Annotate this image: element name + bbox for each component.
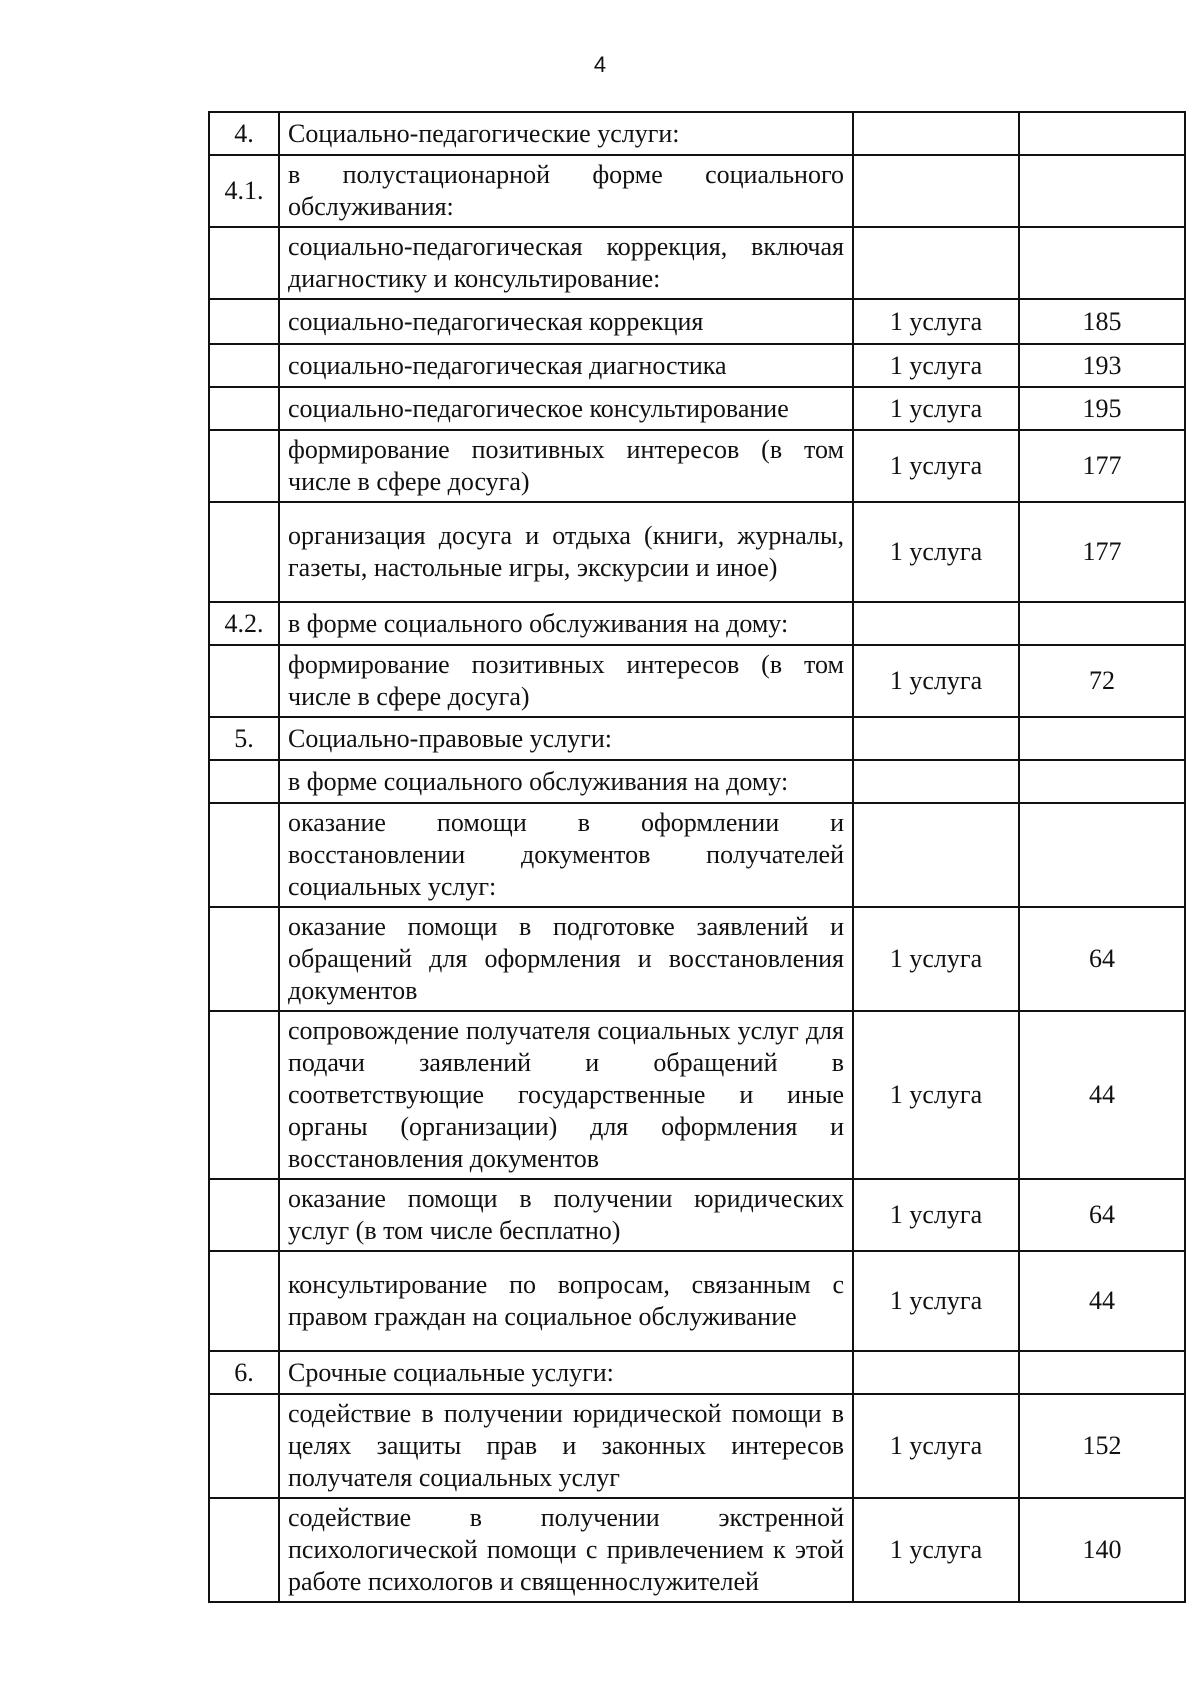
service-unit: 1 услуга [853,1251,1019,1351]
service-name: содействие в получении экстренной психологической помощи с привлечением к этой работе психологов и священнослужителей [279,1498,853,1602]
service-price [1019,717,1185,760]
service-price: 64 [1019,907,1185,1011]
table-row [209,1179,1185,1251]
service-name: социально-педагогическая диагностика [279,344,853,387]
row-number [209,227,279,299]
row-number [209,1251,279,1351]
service-price: 72 [1019,645,1185,717]
service-name: оказание помощи в получении юридических услуг (в том числе бесплатно) [279,1179,853,1251]
row-number [209,344,279,387]
table-row [209,645,1185,717]
service-name: социально-педагогическая коррекция [279,299,853,344]
service-name: Социально-правовые услуги: [279,717,853,760]
row-number [209,299,279,344]
table-row [209,112,1185,155]
row-number [209,502,279,602]
row-number [209,430,279,502]
row-number: 5. [209,717,279,760]
service-price: 193 [1019,344,1185,387]
table-row [209,717,1185,760]
service-price [1019,602,1185,645]
service-name: сопровождение получателя социальных услуг для подачи заявлений и обращений в соответствующие государственные и иные органы (организации) для оформления и восстановления документов [279,1011,853,1179]
service-unit: 1 услуга [853,645,1019,717]
service-unit: 1 услуга [853,1498,1019,1602]
service-name: оказание помощи в подготовке заявлений и обращений для оформления и восстановления документов [279,907,853,1011]
service-price: 44 [1019,1251,1185,1351]
row-number [209,760,279,803]
row-number: 4. [209,112,279,155]
service-name: консультирование по вопросам, связанным с правом граждан на социальное обслуживание [279,1251,853,1351]
row-number [209,1011,279,1179]
service-name: содействие в получении юридической помощи в целях защиты прав и законных интересов получателя социальных услуг [279,1394,853,1498]
service-name: социально-педагогическое консультирование [279,387,853,430]
table-row [209,1498,1185,1602]
service-price: 152 [1019,1394,1185,1498]
service-name: Срочные социальные услуги: [279,1351,853,1394]
row-number: 4.1. [209,155,279,227]
service-unit [853,1351,1019,1394]
service-price: 140 [1019,1498,1185,1602]
service-unit: 1 услуга [853,387,1019,430]
service-unit: 1 услуга [853,344,1019,387]
service-unit [853,760,1019,803]
service-name: формирование позитивных интересов (в том числе в сфере досуга) [279,430,853,502]
service-name: в полустационарной форме социального обслуживания: [279,155,853,227]
service-unit [853,803,1019,907]
service-price [1019,112,1185,155]
table-row [209,155,1185,227]
service-price: 44 [1019,1011,1185,1179]
row-number: 6. [209,1351,279,1394]
service-name: оказание помощи в оформлении и восстановлении документов получателей социальных услуг: [279,803,853,907]
service-price: 185 [1019,299,1185,344]
service-unit: 1 услуга [853,907,1019,1011]
service-name: в форме социального обслуживания на дому: [279,760,853,803]
service-unit: 1 услуга [853,1394,1019,1498]
service-unit: 1 услуга [853,502,1019,602]
service-price [1019,227,1185,299]
row-number [209,387,279,430]
service-price [1019,1351,1185,1394]
row-number [209,907,279,1011]
table-row [209,602,1185,645]
table-row [209,1351,1185,1394]
service-unit [853,227,1019,299]
table-row [209,344,1185,387]
service-name: в форме социального обслуживания на дому: [279,602,853,645]
service-price: 195 [1019,387,1185,430]
row-number [209,803,279,907]
service-price [1019,760,1185,803]
service-price: 177 [1019,430,1185,502]
row-number [209,1394,279,1498]
service-price: 177 [1019,502,1185,602]
service-unit: 1 услуга [853,430,1019,502]
service-name: формирование позитивных интересов (в том числе в сфере досуга) [279,645,853,717]
service-unit: 1 услуга [853,1179,1019,1251]
service-unit: 1 услуга [853,299,1019,344]
row-number: 4.2. [209,602,279,645]
table-row [209,1251,1185,1351]
services-table [208,111,1186,1603]
row-number [209,1498,279,1602]
table-row [209,502,1185,602]
table-row [209,760,1185,803]
service-price [1019,803,1185,907]
table-row [209,907,1185,1011]
service-name: организация досуга и отдыха (книги, журналы, газеты, настольные игры, экскурсии и иное) [279,502,853,602]
table-row [209,299,1185,344]
table-row [209,430,1185,502]
service-unit [853,717,1019,760]
service-name: социально-педагогическая коррекция, включая диагностику и консультирование: [279,227,853,299]
table-row [209,1011,1185,1179]
service-unit [853,112,1019,155]
row-number [209,1179,279,1251]
row-number [209,645,279,717]
page-number: 4 [593,52,607,77]
service-unit [853,155,1019,227]
table-row [209,227,1185,299]
service-price: 64 [1019,1179,1185,1251]
service-unit: 1 услуга [853,1011,1019,1179]
table-row [209,803,1185,907]
service-price [1019,155,1185,227]
service-name: Социально-педагогические услуги: [279,112,853,155]
table-row [209,1394,1185,1498]
service-unit [853,602,1019,645]
table-row [209,387,1185,430]
